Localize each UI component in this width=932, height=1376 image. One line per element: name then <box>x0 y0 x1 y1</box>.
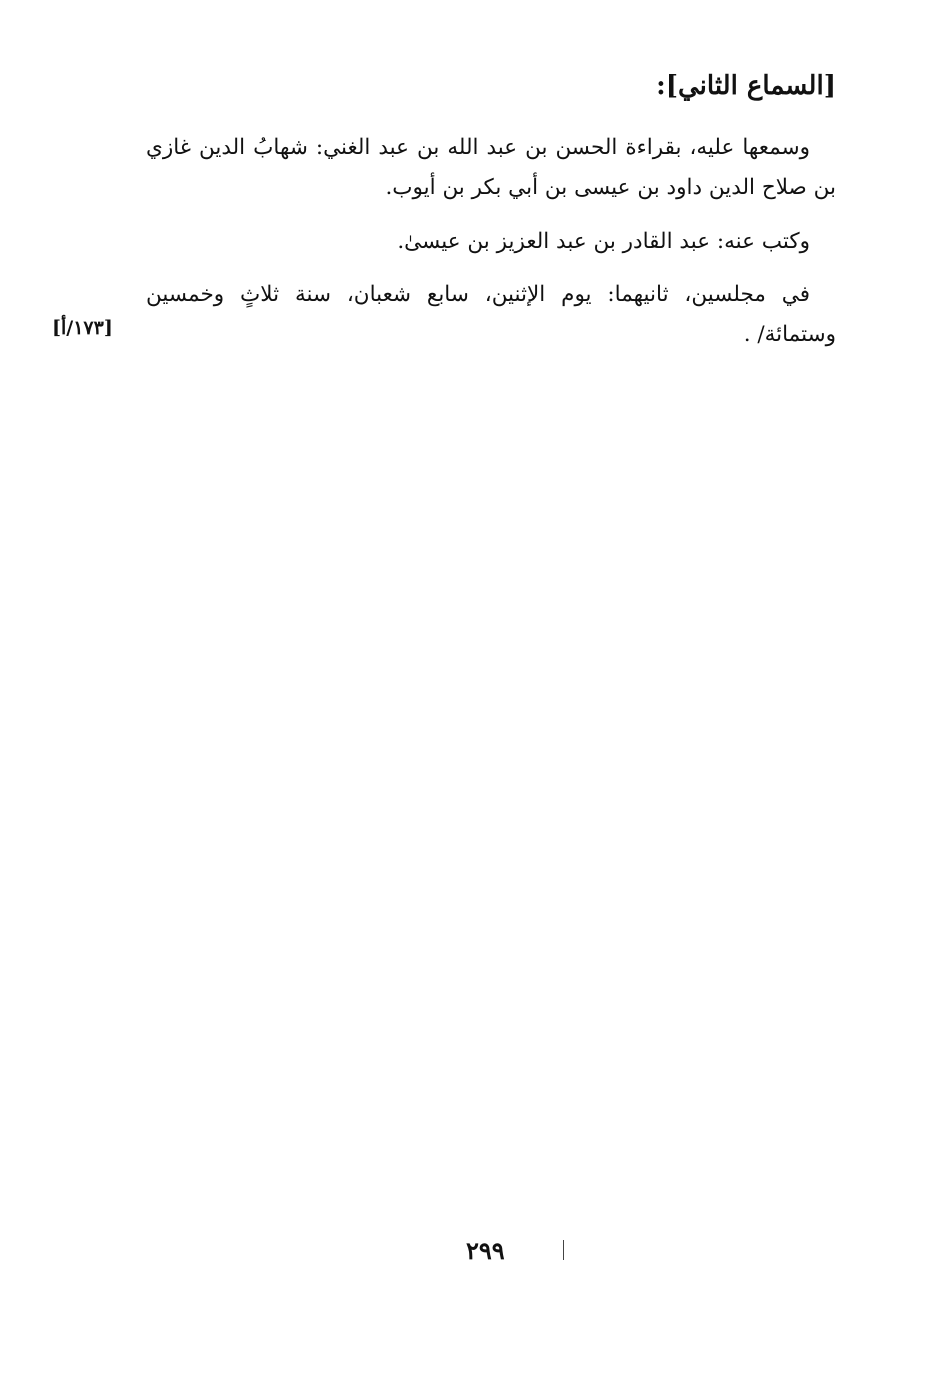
section-heading: [السماع الثاني]: <box>656 71 836 101</box>
page-number: ٢٩٩ <box>466 1236 505 1265</box>
paragraph-scribe: وكتب عنه: عبد القادر بن عبد العزيز بن عيسىٰ. <box>397 229 810 254</box>
paragraph-audition-reader: وسمعها عليه، بقراءة الحسن بن عبد الله بن عبد الغني: شهابُ الدين غازي بن صلاح الدين داود بن عيسى بن أبي بكر بن أيوب. <box>146 135 836 200</box>
margin-folio-reference: [١٧٣/أ] <box>52 317 113 339</box>
paragraph-date: في مجلسين، ثانيهما: يوم الإثنين، سابع شعبان، سنة ثلاثٍ وخمسين وستمائة/ . <box>146 282 836 347</box>
scan-mark <box>563 1240 564 1260</box>
